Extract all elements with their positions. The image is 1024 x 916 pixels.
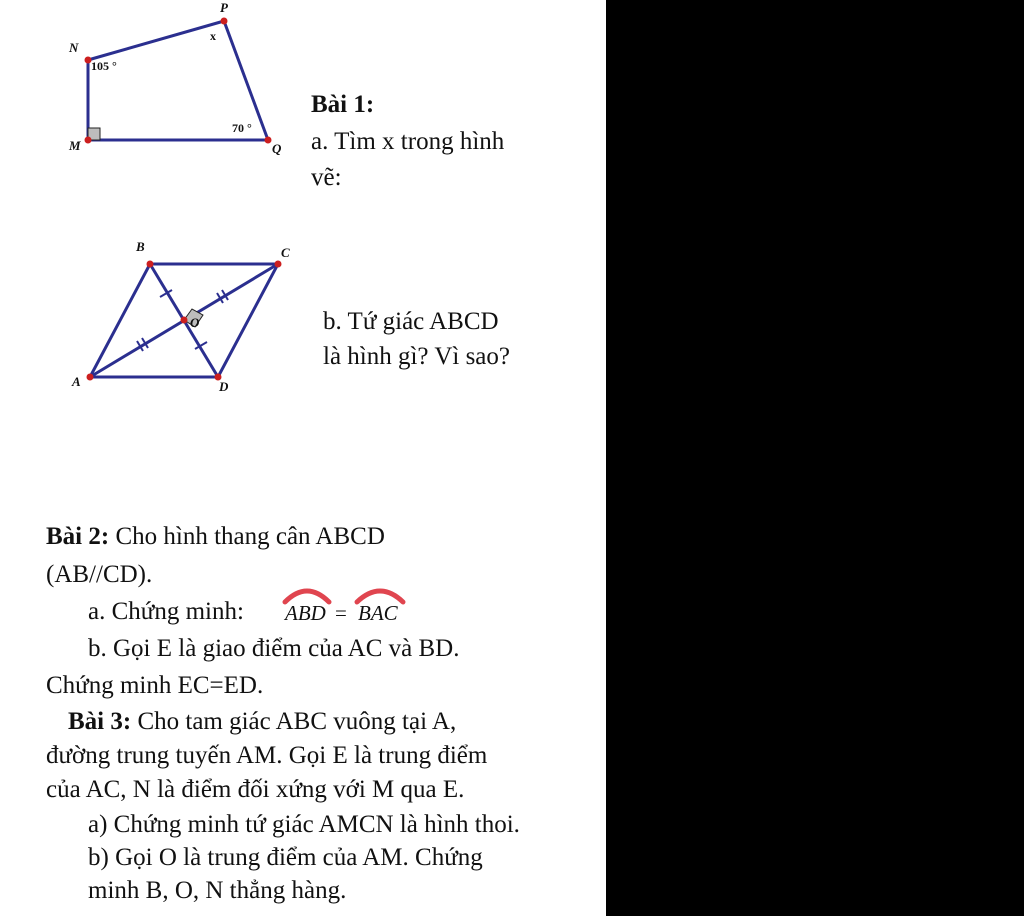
bai2-line1-text: Cho hình thang cân ABCD: [109, 523, 385, 550]
label-m: M: [69, 138, 81, 153]
point-b: [147, 261, 154, 268]
point-o: [181, 317, 188, 324]
label-o: O: [190, 315, 200, 330]
equals-sign: =: [335, 601, 347, 625]
black-margin: [606, 0, 1024, 916]
arc-angle-bac: [357, 591, 403, 602]
bai3-line1-text: Cho tam giác ABC vuông tại A,: [131, 708, 457, 735]
bai2-line1: [46, 522, 385, 552]
bai3-title: Bài 3:: [68, 708, 132, 735]
angle-abd-text: ABD: [285, 601, 326, 625]
bai1-b-line2: là hình gì? Vì sao?: [323, 343, 510, 370]
angle-p-value: x: [210, 29, 216, 43]
bai3-line1: [68, 707, 456, 737]
label-b: B: [136, 239, 145, 254]
bai2-b-line2: Chứng minh EC=ED.: [46, 672, 264, 699]
bai3-a-line: a) Chứng minh tứ giác AMCN là hình thoi.: [88, 811, 520, 838]
bai2-b-line1: b. Gọi E là giao điểm của AC và BD.: [88, 635, 460, 662]
angle-bac-text: BAC: [358, 601, 398, 625]
bai2-a-prefix: a. Chứng minh:: [88, 598, 244, 625]
arc-angle-abd: [285, 591, 329, 602]
bai1-b-line1: b. Tứ giác ABCD: [323, 308, 499, 335]
label-p: P: [220, 0, 228, 15]
bai3-b-line1: b) Gọi O là trung điểm của AM. Chứng: [88, 844, 483, 871]
bai2-line2: (AB//CD).: [46, 561, 153, 588]
bai3-b-line2: minh B, O, N thẳng hàng.: [88, 877, 347, 904]
label-a: A: [72, 374, 81, 389]
label-c: C: [281, 245, 290, 260]
label-n: N: [69, 40, 79, 55]
bai1-a-line2: vẽ:: [311, 164, 342, 191]
label-q: Q: [272, 141, 282, 156]
bai1-title: Bài 1:: [311, 91, 375, 118]
bai2-title: Bài 2:: [46, 523, 110, 550]
figure-quadrilateral-abcd: [0, 0, 300, 400]
bai1-a-line1: a. Tìm x trong hình: [311, 128, 505, 155]
angle-n-value: 105 °: [91, 59, 117, 73]
point-a: [87, 374, 94, 381]
bai3-line2: đường trung tuyến AM. Gọi E là trung điểm: [46, 742, 488, 769]
angle-q-value: 70 °: [232, 121, 252, 135]
label-d: D: [219, 379, 229, 394]
bai3-line3: của AC, N là điểm đối xứng với M qua E.: [46, 776, 465, 803]
point-c: [275, 261, 282, 268]
